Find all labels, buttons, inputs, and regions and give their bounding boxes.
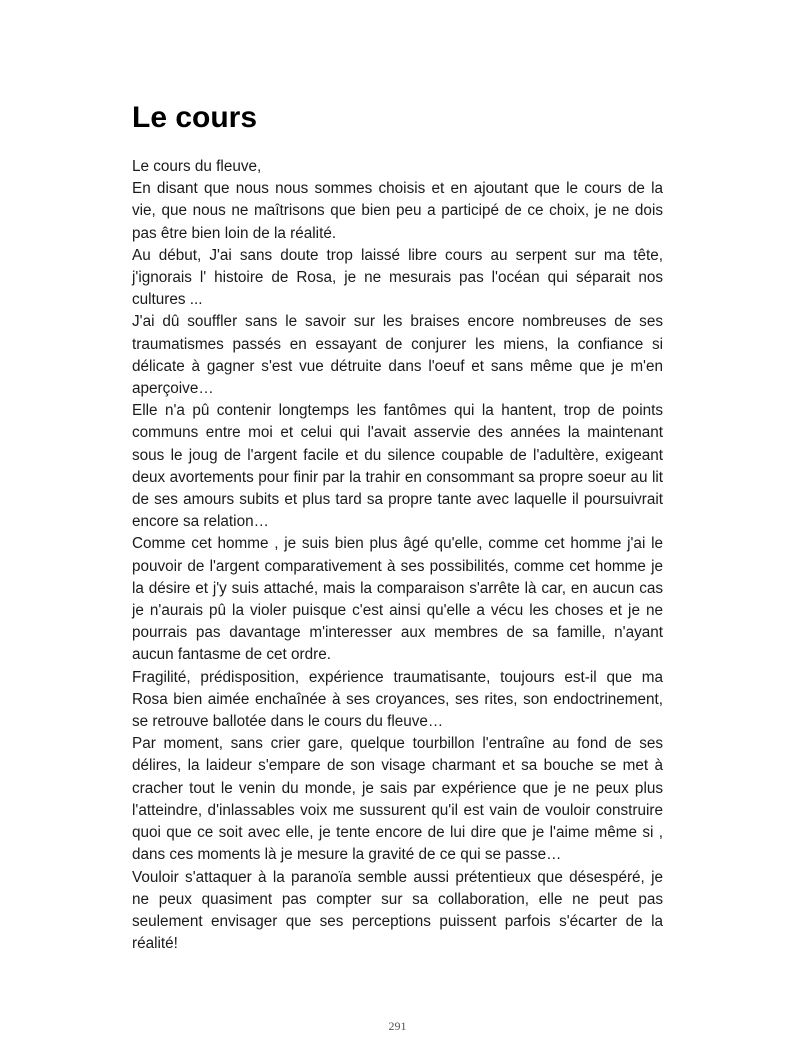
paragraph: Vouloir s'attaquer à la paranoïa semble aussi prétentieux que désespéré, je ne peux quasiment pas compter sur sa collaboration, elle ne peut pas seulement envisager que ses perceptions puissent parfois s'écarter de la réalité! — [132, 868, 663, 953]
page-number: 291 — [388, 1019, 407, 1033]
paragraph: Par moment, sans crier gare, quelque tourbillon l'entraîne au fond de ses délires, la laideur s'empare de son visage charmant et sa bouche se met à cracher tout le venin du monde, je sais par expérience que je ne peux plus l'atteindre, d'inlassables voix me sussurent qu'il est vain de vouloir construire quoi que ce soit avec elle, je tente encore de lui dire que je l'aime même si , dans ces moments là je mesure la gravité de ce qui se passe… — [132, 735, 663, 864]
paragraph: Au début, J'ai sans doute trop laissé libre cours au serpent sur ma tête, j'ignorais l' histoire de Rosa, je ne mesurais pas l'océan qui séparait nos cultures ... — [132, 246, 663, 309]
paragraph: J'ai dû souffler sans le savoir sur les braises encore nombreuses de ses traumatismes passés en essayant de conjurer les miens, la confiance si délicate à gagner s'est vue détruite dans l'oeuf et sans même que je m'en aperçoive… — [132, 313, 663, 398]
chapter-title: Le cours — [132, 101, 258, 134]
paragraph: Le cours du fleuve, — [132, 158, 262, 175]
paragraph: En disant que nous nous sommes choisis et en ajoutant que le cours de la vie, que nous ne maîtrisons que bien peu a participé de ce choix, je ne dois pas être bien loin de la réalité. — [132, 180, 663, 242]
chapter-body — [132, 156, 663, 955]
paragraph: Elle n'a pû contenir longtemps les fantômes qui la hantent, trop de points communs entre moi et celui qui l'avait asservie des années la maintenant sous le joug de l'argent facile et du silence coupable de l'adultère, exigeant deux avortements pour finir par la trahir en consommant sa propre soeur au lit de ses amours subits et plus tard sa propre tante avec laquelle il poursuivrait encore sa relation… — [132, 402, 663, 531]
paragraph: Fragilité, prédisposition, expérience traumatisante, toujours est-il que ma Rosa bien aimée enchaînée à ses croyances, ses rites, son endoctrinement, se retrouve ballotée dans le cours du fleuve… — [132, 668, 663, 731]
paragraph: Comme cet homme , je suis bien plus âgé qu'elle, comme cet homme j'ai le pouvoir de l'argent comparativement à ses possibilités, comme cet homme je la désire et j'y suis attaché, mais la comparaison s'arrête là car, en aucun cas je n'aurais pû la violer puisque c'est ainsi qu'elle a vécu les choses et je ne pourrais pas davantage m'interesser aux membres de sa famille, n'ayant aucun fantasme de cet ordre. — [132, 535, 663, 664]
